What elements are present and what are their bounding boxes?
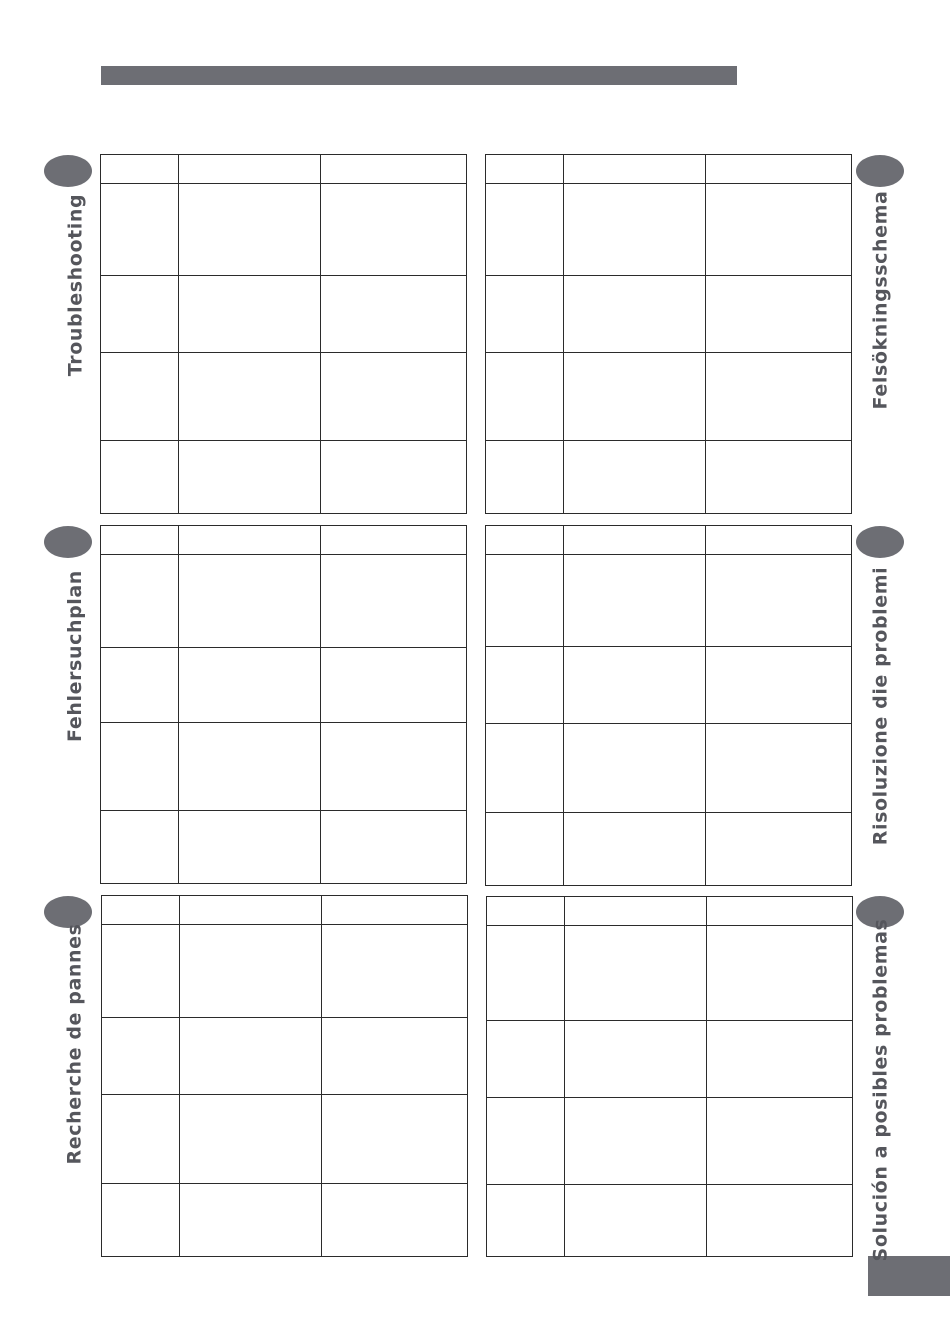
table-row xyxy=(101,648,467,723)
table-row xyxy=(101,184,467,276)
table-row xyxy=(486,555,852,647)
section-title-text: Troubleshooting xyxy=(64,193,86,377)
table-row xyxy=(101,353,467,441)
table-row xyxy=(101,555,467,648)
header-cell-remedy xyxy=(707,897,853,926)
header-cell-cause xyxy=(564,526,706,555)
header-cell-problem xyxy=(487,897,565,926)
language-marker-dot xyxy=(856,155,904,187)
section-title-solucion xyxy=(856,918,904,1262)
header-cell-remedy xyxy=(706,155,852,184)
header-cell-cause xyxy=(565,897,707,926)
header-cell-remedy xyxy=(321,526,467,555)
section-title-text: Felsökningsschema xyxy=(869,190,892,410)
header-bar xyxy=(101,66,737,85)
header-cell-problem xyxy=(102,896,180,925)
table-header-row xyxy=(487,897,853,926)
page-number-tab xyxy=(868,1256,950,1296)
table-row xyxy=(486,184,852,276)
section-title-felsokningsschema xyxy=(856,190,904,410)
section-title-recherche xyxy=(51,923,99,1165)
troubleshooting-table-de xyxy=(100,525,467,884)
troubleshooting-table-es xyxy=(486,896,853,1257)
table-row xyxy=(101,441,467,514)
table-row xyxy=(486,353,852,441)
language-marker-dot xyxy=(44,526,92,558)
header-cell-cause xyxy=(180,896,322,925)
table-row xyxy=(487,926,853,1021)
table-header-row xyxy=(486,526,852,555)
table-row xyxy=(487,1098,853,1185)
header-cell-cause xyxy=(179,526,321,555)
header-cell-remedy xyxy=(706,526,852,555)
header-cell-problem xyxy=(486,155,564,184)
section-title-text: Solución a posibles problemas xyxy=(869,918,891,1262)
troubleshooting-table-sv xyxy=(485,154,852,514)
section-title-text: Risoluzione die problemi xyxy=(869,566,892,846)
language-marker-dot xyxy=(44,155,92,187)
table-row xyxy=(486,724,852,813)
section-title-text: Recherche de pannes xyxy=(64,923,86,1165)
header-cell-cause xyxy=(179,155,321,184)
troubleshooting-table-fr xyxy=(101,895,468,1257)
table-row xyxy=(486,276,852,353)
table-row xyxy=(486,441,852,514)
table-row xyxy=(101,811,467,884)
header-cell-problem xyxy=(101,526,179,555)
header-cell-problem xyxy=(101,155,179,184)
table-header-row xyxy=(486,155,852,184)
table-row xyxy=(102,1018,468,1095)
header-cell-problem xyxy=(486,526,564,555)
header-cell-cause xyxy=(564,155,706,184)
table-header-row xyxy=(101,526,467,555)
section-title-fehlersuchplan xyxy=(51,570,99,742)
language-marker-dot xyxy=(856,526,904,558)
table-header-row xyxy=(102,896,468,925)
section-title-risoluzione xyxy=(856,566,904,846)
table-row xyxy=(486,813,852,886)
troubleshooting-table-it xyxy=(485,525,852,886)
table-header-row xyxy=(101,155,467,184)
table-row xyxy=(486,647,852,724)
table-row xyxy=(487,1185,853,1257)
section-title-troubleshooting xyxy=(51,193,99,377)
table-row xyxy=(102,925,468,1018)
table-row xyxy=(487,1021,853,1098)
section-title-text: Fehlersuchplan xyxy=(64,570,87,742)
table-row xyxy=(102,1184,468,1257)
table-row xyxy=(101,723,467,811)
table-row xyxy=(101,276,467,353)
table-row xyxy=(102,1095,468,1184)
troubleshooting-table-en xyxy=(100,154,467,514)
header-cell-remedy xyxy=(321,155,467,184)
header-cell-remedy xyxy=(322,896,468,925)
